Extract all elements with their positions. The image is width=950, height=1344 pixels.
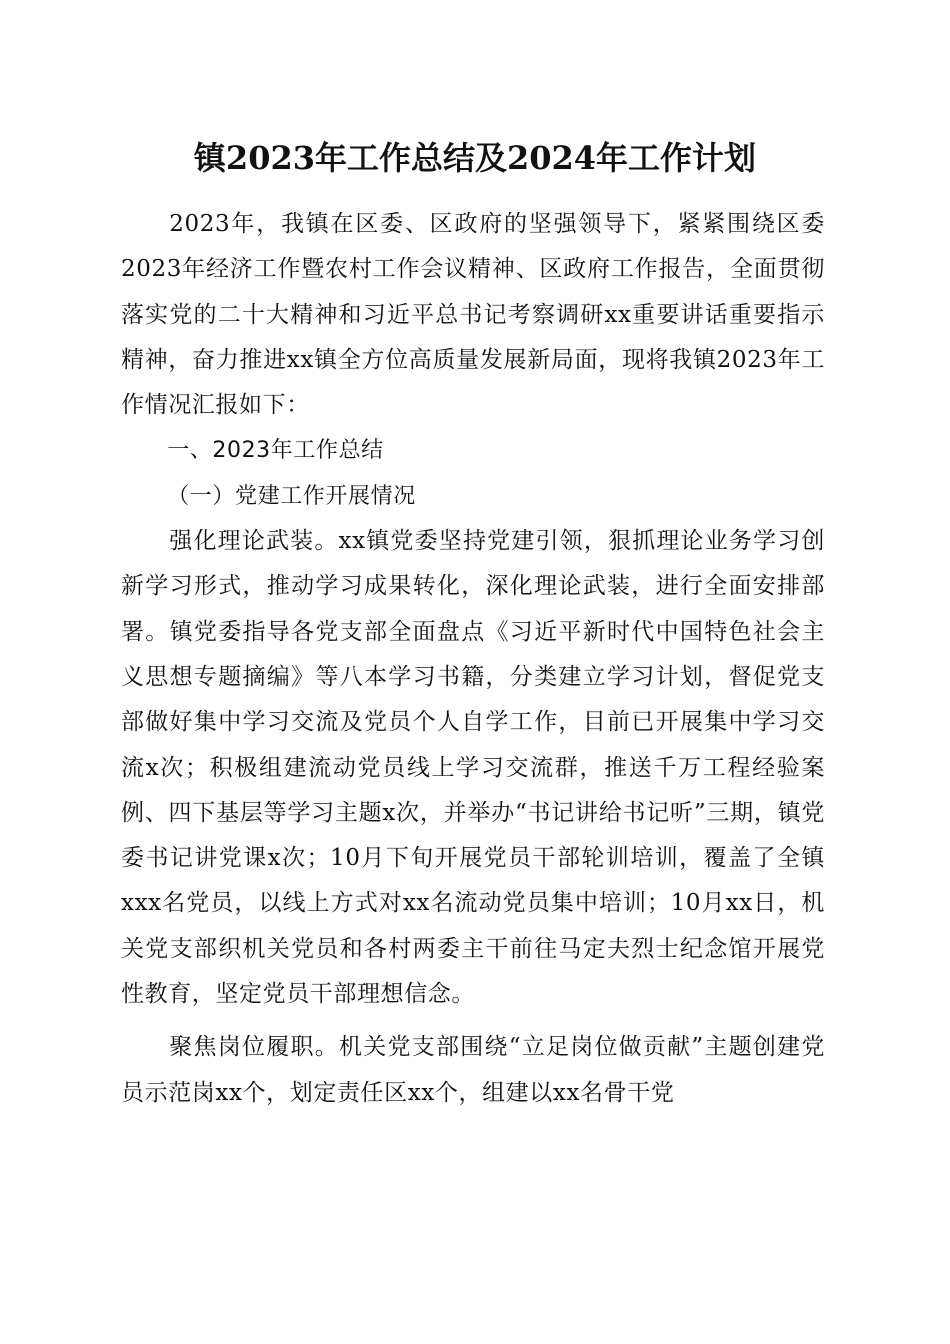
intro-paragraph: 2023年，我镇在区委、区政府的坚强领导下，紧紧围绕区委2023年经济工作暨农村工作会议精神、区政府工作报告，全面贯彻落实党的二十大精神和习近平总书记考察调研xx重要讲话重要指示精神，奋力推进xx镇全方位高质量发展新局面，现将我镇2023年工作情况汇报如下：: [121, 211, 825, 419]
body-paragraph: 聚焦岗位履职。机关党支部围绕“立足岗位做贡献”主题创建党员示范岗xx个，划定责任区xx个，组建以xx名骨干党: [121, 1034, 825, 1106]
document-title: 镇2023年工作总结及2024年工作计划: [193, 139, 757, 177]
subsection-heading: （一）党建工作开展情况: [167, 483, 416, 509]
document-body: [121, 202, 825, 1116]
section-heading: 一、2023年工作总结: [167, 438, 384, 464]
body-paragraph: 强化理论武装。xx镇党委坚持党建引领，狠抓理论业务学习创新学习形式，推动学习成果转化，深化理论武装，进行全面安排部署。镇党委指导各党支部全面盘点《习近平新时代中国特色社会主义思想专题摘编》等八本学习书籍，分类建立学习计划，督促党支部做好集中学习交流及党员个人自学工作，目前已开展集中学习交流x次；积极组建流动党员线上学习交流群，推送千万工程经验案例、四下基层等学习主题x次，并举办“书记讲给书记听”三期，镇党委书记讲党课x次；10月下旬开展党员干部轮训培训，覆盖了全镇xxx名党员，以线上方式对xx名流动党员集中培训；10月xx日，机关党支部织机关党员和各村两委主干前往马定夫烈士纪念馆开展党性教育，坚定党员干部理想信念。: [121, 528, 825, 1008]
